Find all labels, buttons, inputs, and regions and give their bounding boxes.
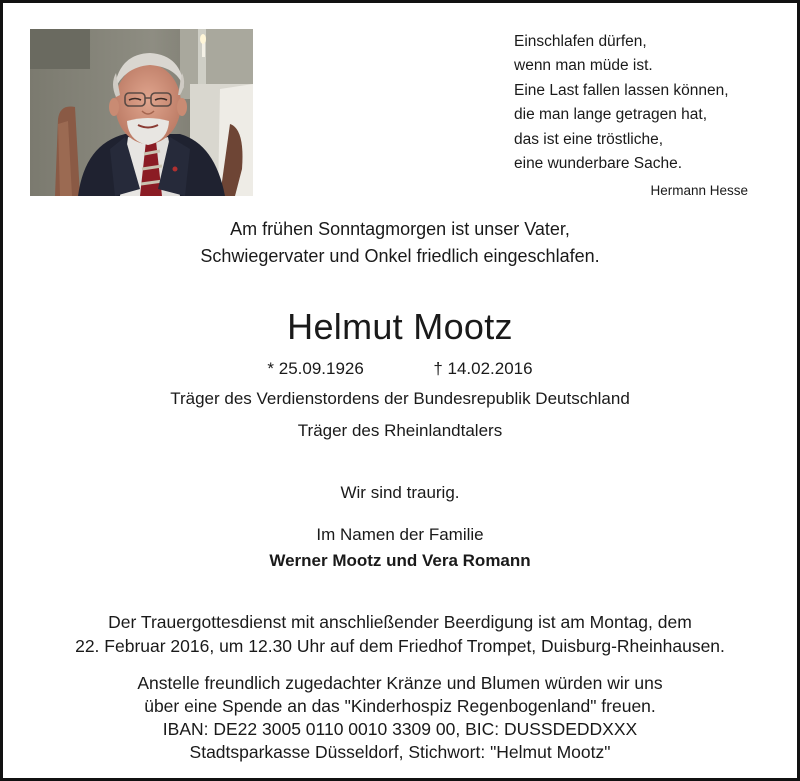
donation-line-2: über eine Spende an das "Kinderhospiz Regenbogenland" freuen. <box>144 696 656 716</box>
donation-line-4: Stadtsparkasse Düsseldorf, Stichwort: "Helmut Mootz" <box>189 742 611 762</box>
donation-line-3: IBAN: DE22 3005 0110 0010 3309 00, BIC: DUSSDEDDXXX <box>162 719 638 739</box>
portrait-photo <box>30 29 253 196</box>
donation-line-1: Anstelle freundlich zugedachter Kränze und Blumen würden wir uns <box>137 673 663 693</box>
poem-line: Einschlafen dürfen, <box>514 33 647 50</box>
poem-line: das ist eine tröstliche, <box>514 130 664 148</box>
poem-line: Eine Last fallen lassen können, <box>514 81 729 99</box>
life-dates <box>0 359 800 379</box>
service-line-2: 22. Februar 2016, um 12.30 Uhr auf dem Friedhof Trompet, Duisburg-Rheinhausen. <box>75 636 725 656</box>
family-names: Werner Mootz und Vera Romann <box>269 551 531 570</box>
portrait-illustration <box>30 29 253 196</box>
honor-line-2: Träger des Rheinlandtalers <box>297 421 503 440</box>
honor-line-1: Träger des Verdienstordens der Bundesrepublik Deutschland <box>170 389 630 408</box>
deceased-name: Helmut Mootz <box>287 306 513 347</box>
poem-author: Hermann Hesse <box>650 183 748 198</box>
poem-line: eine wunderbare Sache. <box>514 155 683 173</box>
sad-line: Wir sind traurig. <box>340 483 460 502</box>
birth-date: * 25.09.1926 <box>267 359 364 378</box>
on-behalf-line: Im Namen der Familie <box>316 525 484 544</box>
service-line-1: Der Trauergottesdienst mit anschließender Beerdigung ist am Montag, dem <box>108 612 692 632</box>
poem-line: wenn man müde ist. <box>514 57 653 75</box>
poem-line: die man lange getragen hat, <box>514 106 708 124</box>
intro-line-1: Am frühen Sonntagmorgen ist unser Vater, <box>230 219 570 239</box>
intro-line-2: Schwiegervater und Onkel friedlich eingeschlafen. <box>200 246 600 266</box>
death-date: † 14.02.2016 <box>433 359 533 378</box>
poem <box>514 30 729 176</box>
